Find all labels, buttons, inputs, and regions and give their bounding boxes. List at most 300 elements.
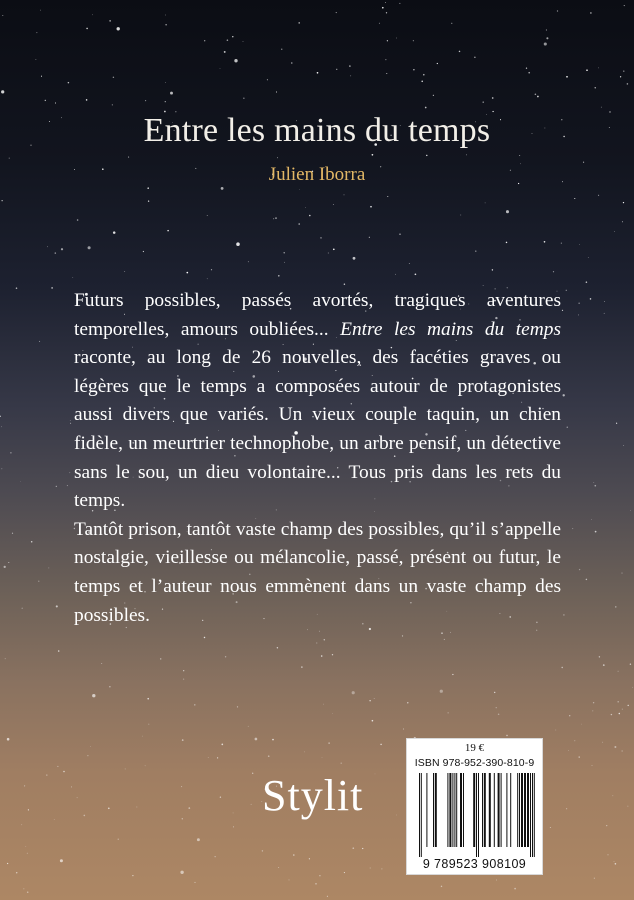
star [124,271,125,272]
star [55,102,56,103]
star [322,757,323,758]
star [593,482,594,483]
star [568,750,569,751]
star [572,528,573,529]
star [165,82,166,83]
star [425,107,427,109]
star [165,15,166,16]
star [309,858,310,859]
star [320,237,321,238]
star [252,773,253,774]
star [77,219,79,221]
star [262,850,263,851]
star [67,485,68,486]
star [594,878,595,879]
star [48,567,49,568]
star [623,70,624,71]
star [7,863,8,864]
star [204,40,205,41]
star [607,854,608,855]
star [588,257,589,258]
star [627,83,629,85]
star [579,569,580,570]
star [553,271,554,272]
star [128,157,129,158]
star [581,724,582,725]
star [535,94,537,96]
barcode-bars [413,773,538,857]
star [24,889,25,890]
star [47,246,48,247]
blurb-paragraph-1 [74,287,561,516]
barcode-digits: 9 789523 908109 [422,857,527,871]
star [148,200,149,201]
star [332,713,333,714]
star [603,664,605,666]
star [332,654,333,655]
star [622,709,623,710]
star [183,670,184,671]
star [283,252,284,253]
barcode-bar [473,773,475,847]
star [566,76,568,78]
star [298,22,300,24]
star [233,826,234,827]
star [0,416,1,417]
star [614,231,615,232]
star [460,215,461,216]
star [474,57,475,58]
star [4,566,6,568]
barcode-bar [527,773,529,847]
star [566,808,567,809]
star [72,277,73,278]
star [39,341,40,342]
star [333,204,334,205]
star [113,77,114,78]
star [147,698,149,700]
star [221,187,224,190]
star [267,79,268,80]
star [561,667,562,668]
star [1,426,2,427]
star [21,824,22,825]
star [301,666,302,667]
star [215,856,216,857]
star [611,714,612,715]
barcode-bar [530,773,531,857]
barcode-bar [501,773,502,847]
star [142,736,143,737]
barcode-bar [419,773,420,857]
star [413,69,414,70]
barcode-bar [506,773,507,847]
barcode-bar [534,773,535,857]
star [562,310,563,311]
star [437,63,438,64]
star [621,573,622,574]
star [566,290,567,291]
star [182,818,183,819]
star [369,237,370,238]
star [243,41,244,42]
star [186,272,188,274]
star [55,252,56,253]
star [433,95,434,96]
star [591,519,592,520]
star [586,579,588,581]
star [578,314,579,315]
star [113,231,116,234]
star [441,886,442,887]
star [243,98,244,99]
star [16,287,18,289]
star [598,195,599,196]
star [9,158,10,159]
star [546,37,548,39]
star [396,38,397,39]
star [112,104,113,105]
barcode-bar [517,773,518,847]
star [321,655,323,657]
star [492,269,493,270]
star [574,198,575,199]
star [528,72,530,74]
star [632,687,633,688]
star [27,891,28,892]
star [415,273,417,275]
star [27,853,28,854]
barcode-bar [447,773,448,847]
star [1,468,2,469]
star [492,97,494,99]
star [188,807,190,809]
star [630,664,631,665]
star [24,785,25,786]
star [615,606,616,607]
star [54,819,55,820]
star [426,155,427,156]
barcode-bar [478,773,479,857]
blurb-paragraph-1-end: raconte, au long de 26 nouvelles, des facéties graves ou légères que le temps a composées autour de protagonistes aussi divers que variés. Un vieux couple taquin, un chien fidèle, un meurtrier technophobe, un arbre pensif, un détective sans le sou, un dieu volontaire... Tous pris dans les rets du temps. [74,347,561,512]
star [399,233,401,235]
star [125,768,126,769]
star [592,710,593,711]
star [567,427,568,428]
star [336,69,337,70]
star [382,7,384,9]
star [344,195,345,196]
star [352,847,354,849]
star [506,242,508,244]
star [234,59,237,62]
star [407,702,408,703]
barcode-bar [484,773,486,847]
star [118,839,119,840]
barcode-bar [460,773,462,847]
star [451,23,452,24]
star [46,774,47,775]
star [620,76,621,77]
star [612,795,613,796]
star [180,871,183,874]
star [37,32,38,33]
star [45,100,46,101]
barcode-bar [421,773,422,857]
star [289,879,290,880]
star [291,62,292,63]
star [204,637,205,638]
star [592,765,593,766]
barcode-bar [498,773,500,847]
star [555,730,556,731]
star [485,203,486,204]
star [309,215,311,217]
star [595,531,597,533]
star [599,656,600,657]
star [147,187,149,189]
star [277,647,278,648]
barcode-bar [433,773,434,847]
star [396,815,397,816]
star [386,12,387,13]
star [624,5,625,6]
star [579,244,580,245]
barcode-bar [524,773,526,847]
star [395,274,396,275]
star [221,744,223,746]
star [68,82,70,84]
star [70,420,71,421]
star [385,2,386,3]
star [590,298,592,300]
star [278,275,280,277]
star [277,157,278,158]
star [88,246,91,249]
star [77,797,78,798]
star [344,872,345,873]
star [402,635,403,636]
star [22,608,23,609]
star [181,786,182,787]
star [372,720,374,722]
star [352,691,355,694]
star [374,698,375,699]
star [618,671,619,672]
star [170,92,173,95]
star [148,724,149,725]
star [305,207,306,208]
star [195,882,196,883]
star [225,656,226,657]
star [84,815,86,817]
barcode-bar [519,773,520,847]
star [248,726,249,727]
book-author: Julien Iborra [268,164,366,185]
star [563,614,565,616]
barcode-bar [510,773,511,847]
star [483,101,484,102]
star [444,639,445,640]
star [385,59,386,60]
blurb-paragraph-2: Tantôt prison, tantôt vaste champ des possibles, qu’il s’appelle nostalgie, vieillesse ou mélancolie, passé, présent ou futur, le temps et l’auteur nous emmènent dans un vaste champ des possibles. [74,518,561,626]
barcode-label [406,738,543,875]
star [387,196,388,197]
barcode-bar [521,773,523,847]
star [248,261,249,262]
star [544,241,546,243]
star [298,223,300,225]
star [409,263,410,264]
star [606,825,607,826]
star [604,313,605,314]
star [56,486,57,487]
star [601,107,602,108]
barcode-bar [426,773,427,847]
star [344,284,345,285]
star [475,250,476,251]
star [336,12,337,13]
star [36,59,37,60]
star [362,848,363,849]
star [299,189,300,190]
star [255,738,258,741]
barcode-bar [454,773,455,847]
star [595,87,596,88]
star [293,854,295,856]
star [87,755,88,756]
star [353,257,356,260]
star [56,605,58,607]
star [316,643,317,644]
back-cover-blurb [74,287,561,630]
star [211,269,212,270]
star [448,712,449,713]
star [272,739,274,741]
star [275,217,277,219]
star [619,713,621,715]
star [498,713,500,715]
star [519,155,520,156]
star [227,39,229,41]
star [5,658,6,659]
star [273,218,274,219]
star [143,251,144,252]
star [315,883,317,885]
star [483,285,484,286]
star [57,766,58,767]
star [602,742,603,743]
star [380,744,382,746]
star [586,69,588,71]
star [622,751,623,752]
star [16,872,17,873]
star [617,701,619,703]
star [403,728,404,729]
star [38,581,39,582]
star [145,100,146,101]
star [514,888,516,890]
publisher-logo: Stylit [262,771,364,820]
star [381,868,382,869]
star [233,812,234,813]
star [109,686,110,687]
star [594,485,596,487]
star [41,76,42,77]
star [563,394,565,396]
star [183,678,184,679]
star [58,650,60,652]
star [69,472,70,473]
star [370,206,372,208]
star [421,81,423,83]
barcode-bar [452,773,453,847]
star [441,632,443,634]
star [324,639,325,640]
barcode-bar [476,773,477,857]
star [2,200,3,201]
star [28,809,29,810]
star [319,875,320,876]
star [86,28,88,30]
star [236,242,240,246]
star [623,202,624,203]
star [452,674,453,675]
barcode-bar [494,773,495,847]
star [182,739,184,741]
blurb-title-italic: Entre les mains du temps [340,318,561,340]
star [544,42,547,45]
star [197,838,200,841]
star [7,738,10,741]
star [328,253,329,254]
star [590,12,591,13]
star [237,706,238,707]
star [387,40,388,41]
star [92,694,95,697]
star [583,162,584,163]
star [109,20,110,21]
star [284,262,285,263]
star [630,510,631,511]
star [370,867,371,868]
star [496,707,497,708]
star [137,807,138,808]
star [51,287,53,289]
star [586,281,588,283]
star [31,541,33,543]
star [341,763,342,764]
star [160,658,162,660]
star [207,278,208,279]
star [323,704,324,705]
star [165,24,166,25]
barcode-bar [482,773,483,847]
star [2,15,3,16]
star [117,27,120,30]
star [317,72,319,74]
star [70,423,71,424]
star [450,632,451,633]
star [459,51,461,53]
star [622,221,623,222]
star [561,243,562,244]
star [319,631,320,632]
star [26,846,27,847]
star [232,36,233,37]
barcode-bar [463,773,464,847]
star [494,692,495,693]
